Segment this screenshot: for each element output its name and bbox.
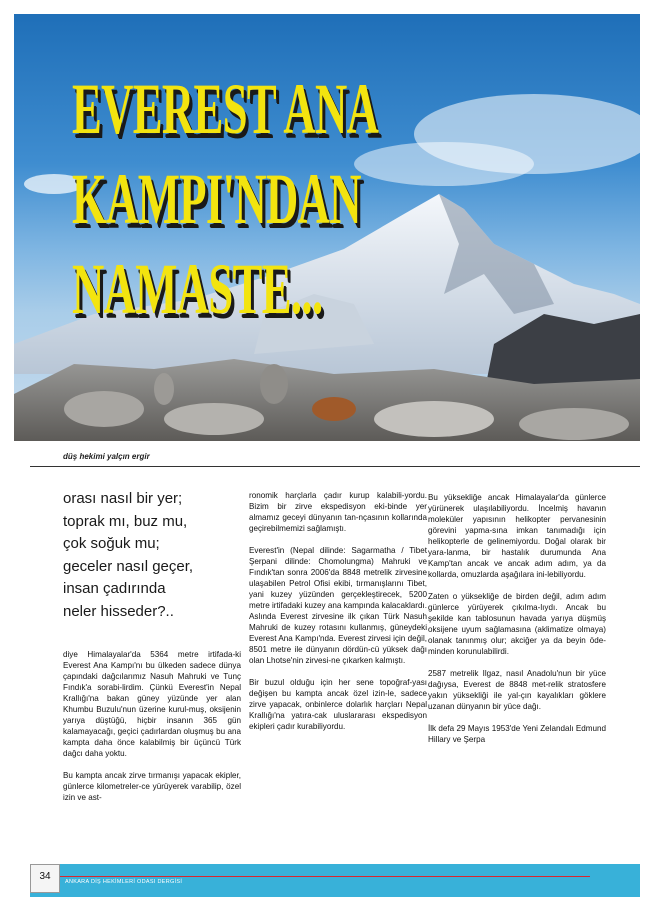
author-byline: düş hekimi yalçın ergir <box>63 452 150 461</box>
paragraph: diye Himalayalar'da 5364 metre irtifada-ki Everest Ana Kampı'nı bu ülkeden sadece dünya çapındaki dağcılarımız Nasuh Mahruki ve Tunç Fındık'a sorabi-lirdim. Çünkü Everest'in Nepal Krallığı'na bakan güney yüzünde yer alan Khumbu Buzulu'nun üzerine kurul-muş, oksijenin yarıya düştüğü, hiçbir insanın 365 gün kalamayacağı, geçici çadırlardan oluşmuş bu ana kampta daha önce kalabilmiş bir üçüncü Türk dağcı daha yoktu. <box>63 650 241 758</box>
paragraph: ronomik harçlarla çadır kurup kalabili-yordu. Bizim bir zirve ekspedisyon eki-binde yer almamız geceyi dünyanın tan-nçasının kollarında geçirebilmemizi sağlamıştı. <box>249 491 427 533</box>
paragraph: Everest'in (Nepal dilinde: Sagarmatha / Tibet Şerpani dilinde: Chomolungma) Mahruki ve Fındık'tan sonra 2006'da 8848 metrelik zirvesine ulaşabilen Petrol Ofisi ekibi, tırmanışlarını Tibet, yani kuzey yüzünden gerçekleştirecek, 5200 metre irtifadaki kuzey ana kampında kalacaklardı. Aslında Everest zirvesine ilk çıkan Türk Nasuh Mahruki de kuzey rotasını kullanmış, güneydeki Everest Ana Kampı'nda. Everest zirvesi için değil, 8501 metre ile dünyanın dördün-cü yüksek dağı olan Lhotse'nin zirvesi-ne çıkarken kalmıştı. <box>249 546 427 665</box>
lead-line: çok soğuk mu; <box>63 535 160 552</box>
paragraph: Bir buzul olduğu için her sene topoğraf-yası değişen bu kampta ancak özel izin-le, sadece zirve yapacak, onbinlerce dolarlık harçları Nepal Krallığı'na yatıra-cak uluslararası ekspedisyon ekipleri çadır kurabiliyordu. <box>249 678 427 731</box>
paragraph: Bu kampta ancak zirve tırmanışı yapacak ekipler, günlerce kilometreler-ce yürüyerek varabilip, özel izin ve ast- <box>63 771 241 802</box>
title-line-2: KAMPI'NDAN <box>72 159 361 239</box>
lead-line: toprak mı, buz mu, <box>63 512 188 530</box>
lead-line: geceler nasıl geçer, <box>63 557 194 575</box>
paragraph: 2587 metrelik Ilgaz, nasıl Anadolu'nun bir yüce dağıysa, Everest de 8848 met-relik stratosfere yakın yüksekliği ile yal-çın kayalıkları göklere uzanan dünyanın bir yüce dağı. <box>428 669 606 711</box>
lead-line: insan çadırında <box>63 580 166 597</box>
lead-question <box>63 488 241 623</box>
text-column-2 <box>249 490 427 743</box>
journal-name: ANKARA DİŞ HEKİMLERİ ODASI DERGİSİ <box>65 879 183 885</box>
lead-line: neler hisseder?.. <box>63 602 174 620</box>
article-title <box>72 64 378 334</box>
paragraph: İlk defa 29 Mayıs 1953'de Yeni Zelandalı Edmund Hillary ve Şerpa <box>428 724 606 744</box>
footer-red-rule <box>60 876 590 877</box>
text-column-3 <box>428 492 606 756</box>
lead-line: orası nasıl bir yer; <box>63 490 183 507</box>
page-number: 34 <box>39 871 51 882</box>
text-column-1 <box>63 488 241 814</box>
page-number-box <box>30 864 60 893</box>
title-line-1: EVEREST ANA <box>72 69 379 149</box>
title-line-3: NAMASTE... <box>72 249 323 329</box>
paragraph: Zaten o yüksekliğe de birden değil, adım adım günlerce yürüyerek çıkılma-lıydı. Ancak bu şekilde kan tablosunun havada yarıya düşmüş oksijene uyum sağlamasına (aklimatize olmaya) olanak tanınmış olur; akciğer ya da beyin öde-minden korunulabilirdi. <box>428 592 606 656</box>
mountain-photo <box>14 14 640 441</box>
paragraph: Bu yüksekliğe ancak Himalayalar'da günlerce yürünerek ulaşılabiliyordu. İncelmiş havanın moleküler yapısının helikopter pervanesinin görevini yapma-sına imkan tanımadığı için helikopterle de gelinemiyordu. Doğal olarak bir yara-lanma, bir hastalık durumunda Ana Kamp'tan ancak ve ancak adım adım, ya da kollarda, omuzlarda aşağılara ini-lebiliyordu. <box>428 493 606 579</box>
byline-divider <box>30 466 640 467</box>
